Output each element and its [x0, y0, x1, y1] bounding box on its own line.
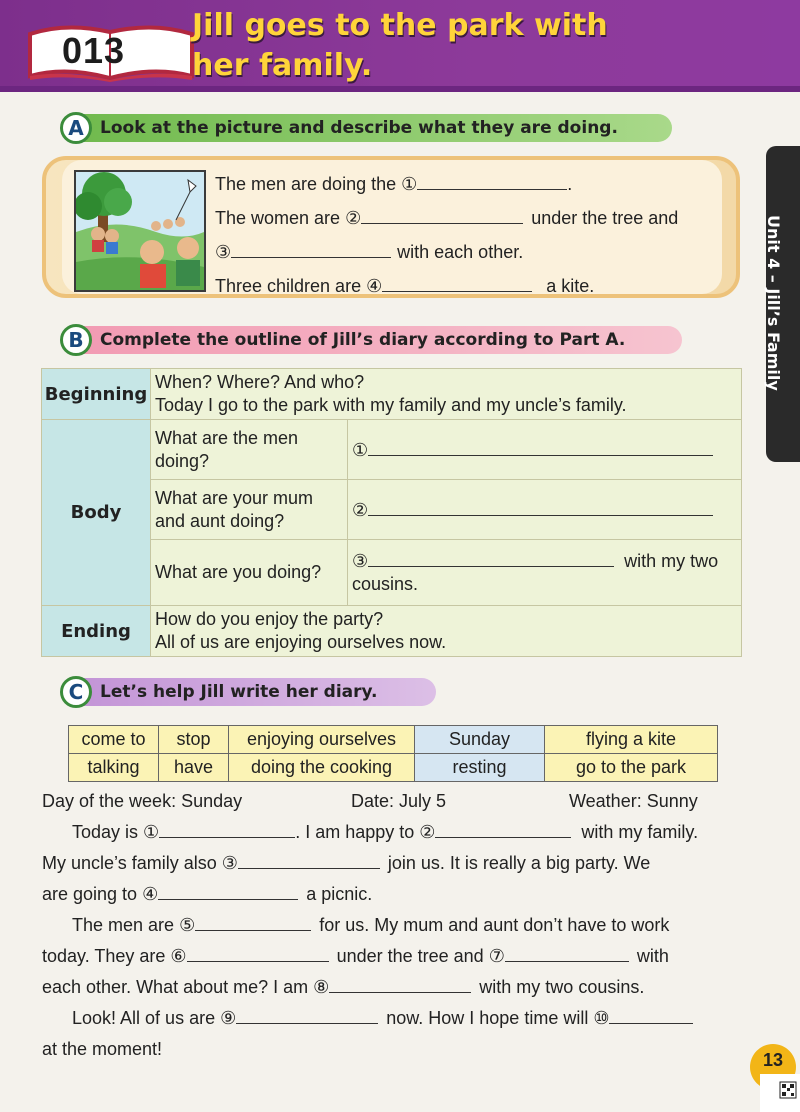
blank-c2[interactable]: [435, 820, 571, 838]
blank-c6[interactable]: [187, 944, 329, 962]
blank-c1[interactable]: [159, 820, 295, 838]
ending-question: How do you enjoy the party?: [155, 609, 384, 629]
diary-weather: Weather: Sunny: [569, 791, 698, 811]
header-stripe: [0, 86, 800, 92]
a2-number: ②: [345, 208, 362, 228]
ending-content: [151, 606, 742, 657]
blank-b2[interactable]: [368, 498, 713, 516]
table-row-body-1: [42, 420, 742, 480]
b2-number: ②: [352, 499, 369, 520]
beginning-answer: Today I go to the park with my family and my uncle’s family.: [155, 395, 627, 415]
d-text: a picnic.: [306, 884, 373, 904]
a1-number: ①: [401, 174, 418, 194]
word-cell: go to the park: [545, 754, 718, 782]
word-bank-table: [68, 725, 718, 782]
diary-line-5: [42, 941, 752, 972]
d-number: ⑤: [179, 915, 196, 935]
qr-code-icon: [760, 1074, 800, 1112]
table-row-beginning: [42, 369, 742, 420]
d-text: join us. It is really a big party. We: [387, 853, 651, 873]
body-question-2: What are your mum and aunt doing?: [151, 480, 348, 540]
body-answer-1: [348, 420, 742, 480]
b3-after: with my two: [624, 551, 719, 571]
blank-c8[interactable]: [329, 975, 471, 993]
a4-text: Three children are: [215, 276, 367, 296]
beginning-question: When? Where? And who?: [155, 372, 365, 392]
d-text: now. How I hope time will: [386, 1008, 594, 1028]
d-text: with my two cousins.: [479, 977, 645, 997]
a-sentence-4: [215, 272, 725, 306]
diary-line-4: [42, 910, 752, 941]
word-cell: stop: [159, 726, 229, 754]
day-of-week: Day of the week: Sunday: [42, 791, 243, 811]
section-a-letter: A: [60, 112, 92, 144]
word-cell: Sunday: [415, 726, 545, 754]
blank-c7[interactable]: [505, 944, 629, 962]
a-sentence-2: [215, 204, 725, 238]
d-text: today. They are: [42, 946, 171, 966]
body-answer-3: [348, 540, 742, 606]
diary-line-8: [42, 1034, 752, 1065]
d-number: ⑥: [170, 946, 187, 966]
beginning-content: [151, 369, 742, 420]
body-label: Body: [42, 420, 151, 606]
a1-text: The men are doing the: [215, 174, 402, 194]
blank-a3[interactable]: [231, 240, 391, 258]
word-cell: flying a kite: [545, 726, 718, 754]
d-text: My uncle’s family also: [42, 853, 222, 873]
d-text: with my family.: [581, 822, 699, 842]
body-question-1: What are the men doing?: [151, 420, 348, 480]
table-row-ending: [42, 606, 742, 657]
title-line-2: her family.: [192, 48, 373, 83]
ending-label: Ending: [42, 606, 151, 657]
word-cell: have: [159, 754, 229, 782]
a3-number: ③: [215, 242, 232, 262]
d-number: ②: [419, 822, 436, 842]
section-b-letter: B: [60, 324, 92, 356]
d-number: ③: [221, 853, 238, 873]
blank-c5[interactable]: [195, 913, 311, 931]
page-number: 13: [750, 1044, 796, 1090]
section-c-bar: [64, 678, 436, 706]
blank-b1[interactable]: [368, 438, 713, 456]
diary-line-2: [42, 848, 752, 879]
d-number: ⑧: [313, 977, 330, 997]
section-b-instruction: Complete the outline of Jill’s diary according to Part A.: [100, 330, 626, 350]
body-answer-2: [348, 480, 742, 540]
word-bank-row-2: [69, 754, 718, 782]
a2-text: The women are: [215, 208, 346, 228]
d-number: ④: [142, 884, 159, 904]
section-b-bar: [64, 326, 682, 354]
lesson-number: 013: [62, 30, 126, 71]
blank-c10[interactable]: [609, 1006, 693, 1024]
diary-text: [42, 786, 752, 1065]
a1-post: .: [567, 174, 573, 194]
section-c-letter: C: [60, 676, 92, 708]
b3-number: ③: [352, 551, 369, 571]
d-text: each other. What about me? I am: [42, 977, 314, 997]
d-text: Today is: [72, 822, 144, 842]
diary-line-6: [42, 972, 752, 1003]
word-cell: come to: [69, 726, 159, 754]
word-cell: resting: [415, 754, 545, 782]
d-text: . I am happy to: [295, 822, 420, 842]
b1-number: ①: [352, 439, 369, 460]
d-text: at the moment!: [42, 1039, 163, 1059]
word-cell: doing the cooking: [229, 754, 415, 782]
section-c-instruction: Let’s help Jill write her diary.: [100, 682, 378, 702]
d-text: are going to: [42, 884, 143, 904]
body-question-3: What are you doing?: [151, 540, 348, 606]
word-cell: enjoying ourselves: [229, 726, 415, 754]
d-text: for us. My mum and aunt don’t have to work: [319, 915, 670, 935]
unit-side-label: Unit 4 – Jill’s Family: [764, 215, 783, 391]
diary-line-3: [42, 879, 752, 910]
d-number: ⑦: [488, 946, 505, 966]
diary-line-7: [42, 1003, 752, 1034]
diary-line-1: [42, 817, 752, 848]
ending-answer: All of us are enjoying ourselves now.: [155, 632, 447, 652]
diary-outline-table: [41, 368, 742, 657]
a-sentence-3: [215, 238, 725, 272]
section-a-sentences: [215, 170, 725, 306]
a4-number: ④: [366, 276, 383, 296]
beginning-label: Beginning: [42, 369, 151, 420]
blank-c4[interactable]: [158, 882, 298, 900]
blank-b3[interactable]: [368, 549, 614, 567]
title-line-1: Jill goes to the park with: [192, 8, 608, 43]
park-family-illustration: [74, 170, 206, 292]
blank-a4[interactable]: [382, 274, 532, 292]
blank-a1[interactable]: [417, 172, 567, 190]
d-text: Look! All of us are: [72, 1008, 221, 1028]
blank-c3[interactable]: [238, 851, 380, 869]
d-text: with: [636, 946, 669, 966]
word-cell: talking: [69, 754, 159, 782]
section-a-bar: [64, 114, 672, 142]
page-title: [192, 6, 608, 86]
a-sentence-1: [215, 170, 725, 204]
diary-date: Date: July 5: [351, 791, 447, 811]
blank-a2[interactable]: [361, 206, 523, 224]
d-number: ⑨: [220, 1008, 237, 1028]
a3-post: with each other.: [397, 242, 524, 262]
a2-post: under the tree and: [531, 208, 679, 228]
d-number: ⑩: [593, 1008, 610, 1028]
word-bank-row-1: [69, 726, 718, 754]
diary-header: [42, 786, 752, 817]
d-number: ①: [143, 822, 160, 842]
a4-post: a kite.: [546, 276, 595, 296]
b3-continuation: cousins.: [352, 574, 419, 594]
d-text: under the tree and: [336, 946, 489, 966]
d-text: The men are: [72, 915, 180, 935]
section-a-instruction: Look at the picture and describe what they are doing.: [100, 118, 618, 138]
blank-c9[interactable]: [236, 1006, 378, 1024]
